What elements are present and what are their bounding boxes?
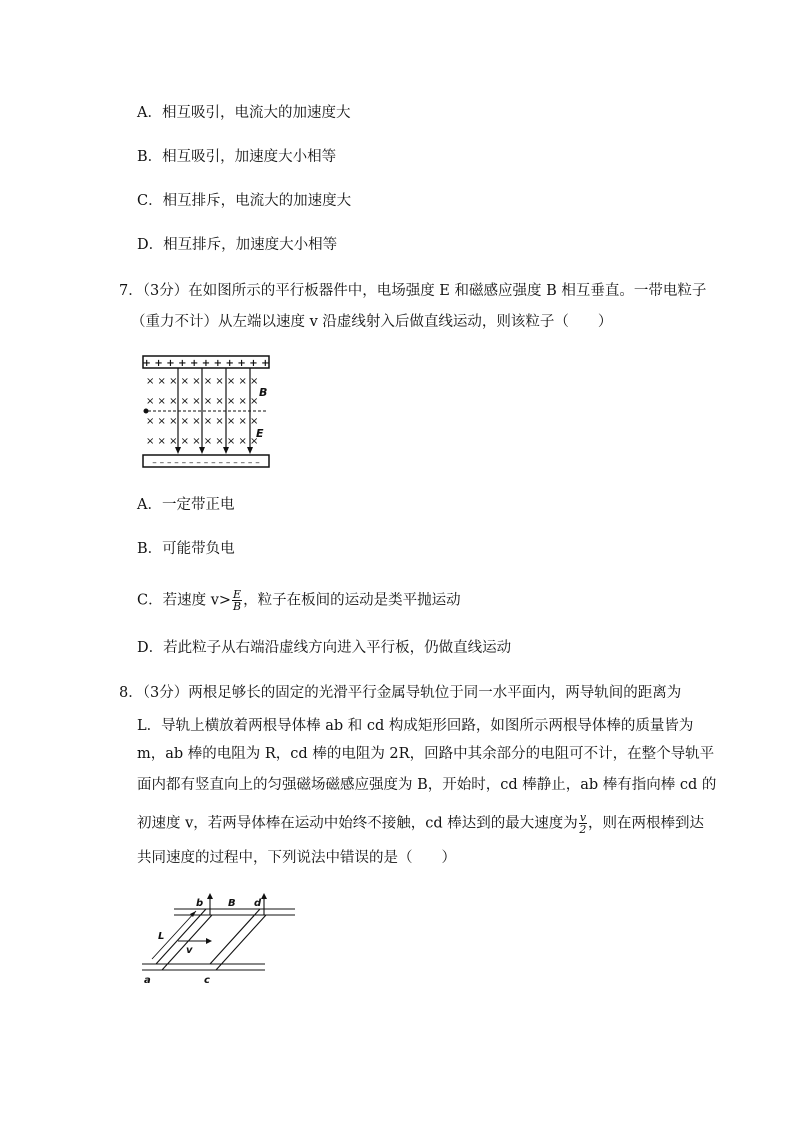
label-B-field: B — [228, 898, 236, 909]
q7-option-c: C．若速度 v> $\frac{E}{B}$ ，粒子在板间的运动是类平抛运动 — [137, 588, 461, 613]
bottom-plate-charges: – – – – – – – – – – – – – – – — [152, 458, 260, 468]
svg-text:× × × × × × × × × ×: × × × × × × × × × × — [146, 436, 259, 447]
label-B: B — [259, 386, 268, 399]
q6-option-b: B．相互吸引，加速度大小相等 — [137, 149, 337, 165]
q7-option-a: A．一定带正电 — [137, 497, 235, 513]
label-c: c — [204, 975, 210, 986]
q7-option-b: B．可能带负电 — [137, 541, 235, 557]
q8-stem-line2: L．导轨上横放着两根导体棒 ab 和 cd 构成矩形回路，如图所示两根导体棒的质量皆为 — [137, 718, 694, 734]
q6-option-c: C．相互排斥，电流大的加速度大 — [137, 193, 352, 209]
fraction-E-over-B: $\frac{E}{B}$ — [233, 588, 242, 613]
top-plate-charges: + + + + + + + + + + + — [142, 358, 270, 369]
q8-stem-line1: 8．（3分）两根足够长的固定的光滑平行金属导轨位于同一水平面内，两导轨间的距离为 — [119, 685, 682, 701]
rails — [142, 909, 295, 970]
field-arrowheads — [175, 447, 253, 454]
q7-option-d: D．若此粒子从右端沿虚线方向进入平行板，仍做直线运动 — [137, 640, 512, 656]
rod-ab — [156, 909, 212, 970]
label-d: d — [254, 898, 262, 909]
label-E: E — [256, 427, 264, 440]
svg-text:× × × × × × × × × ×: × × × × × × × × × × — [146, 396, 259, 407]
svg-text:× × × × × × × × × ×: × × × × × × × × × × — [146, 416, 259, 427]
fraction-v-over-2: $\frac{v}{2}$ — [579, 811, 587, 836]
q8-stem-line6: 共同速度的过程中，下列说法中错误的是（ ） — [137, 850, 456, 866]
q7-stem-line1: 7．（3分）在如图所示的平行板器件中，电场强度 E 和磁感应强度 B 相互垂直。一带电粒子 — [119, 283, 707, 299]
q8-stem-line5: 初速度 v，若两导体棒在运动中始终不接触，cd 棒达到的最大速度为 $\frac{v}{2}$ ，则在两根棒到达 — [137, 811, 705, 836]
label-b: b — [196, 898, 204, 909]
rod-cd — [210, 909, 266, 970]
label-a: a — [144, 975, 151, 986]
label-v: v — [186, 945, 193, 956]
svg-text:× × × × × × × × × ×: × × × × × × × × × × — [146, 376, 259, 387]
q8-stem-line4: 面内都有竖直向上的匀强磁场磁感应强度为 B，开始时，cd 棒静止，ab 棒有指向棒 cd 的 — [137, 777, 717, 793]
label-L: L — [158, 931, 165, 942]
q7-stem-line2: （重力不计）从左端以速度 v 沿虚线射入后做直线运动，则该粒子（ ） — [131, 314, 613, 330]
q8-stem-line3: m，ab 棒的电阻为 R，cd 棒的电阻为 2R，回路中其余部分的电阻可不计，在整个导轨平 — [137, 746, 715, 762]
q6-option-a: A．相互吸引，电流大的加速度大 — [137, 105, 351, 121]
q7-figure-parallel-plates — [140, 353, 275, 471]
q8-figure-rails — [140, 893, 300, 987]
q6-option-d: D．相互排斥，加速度大小相等 — [137, 237, 338, 253]
particle — [144, 409, 149, 414]
